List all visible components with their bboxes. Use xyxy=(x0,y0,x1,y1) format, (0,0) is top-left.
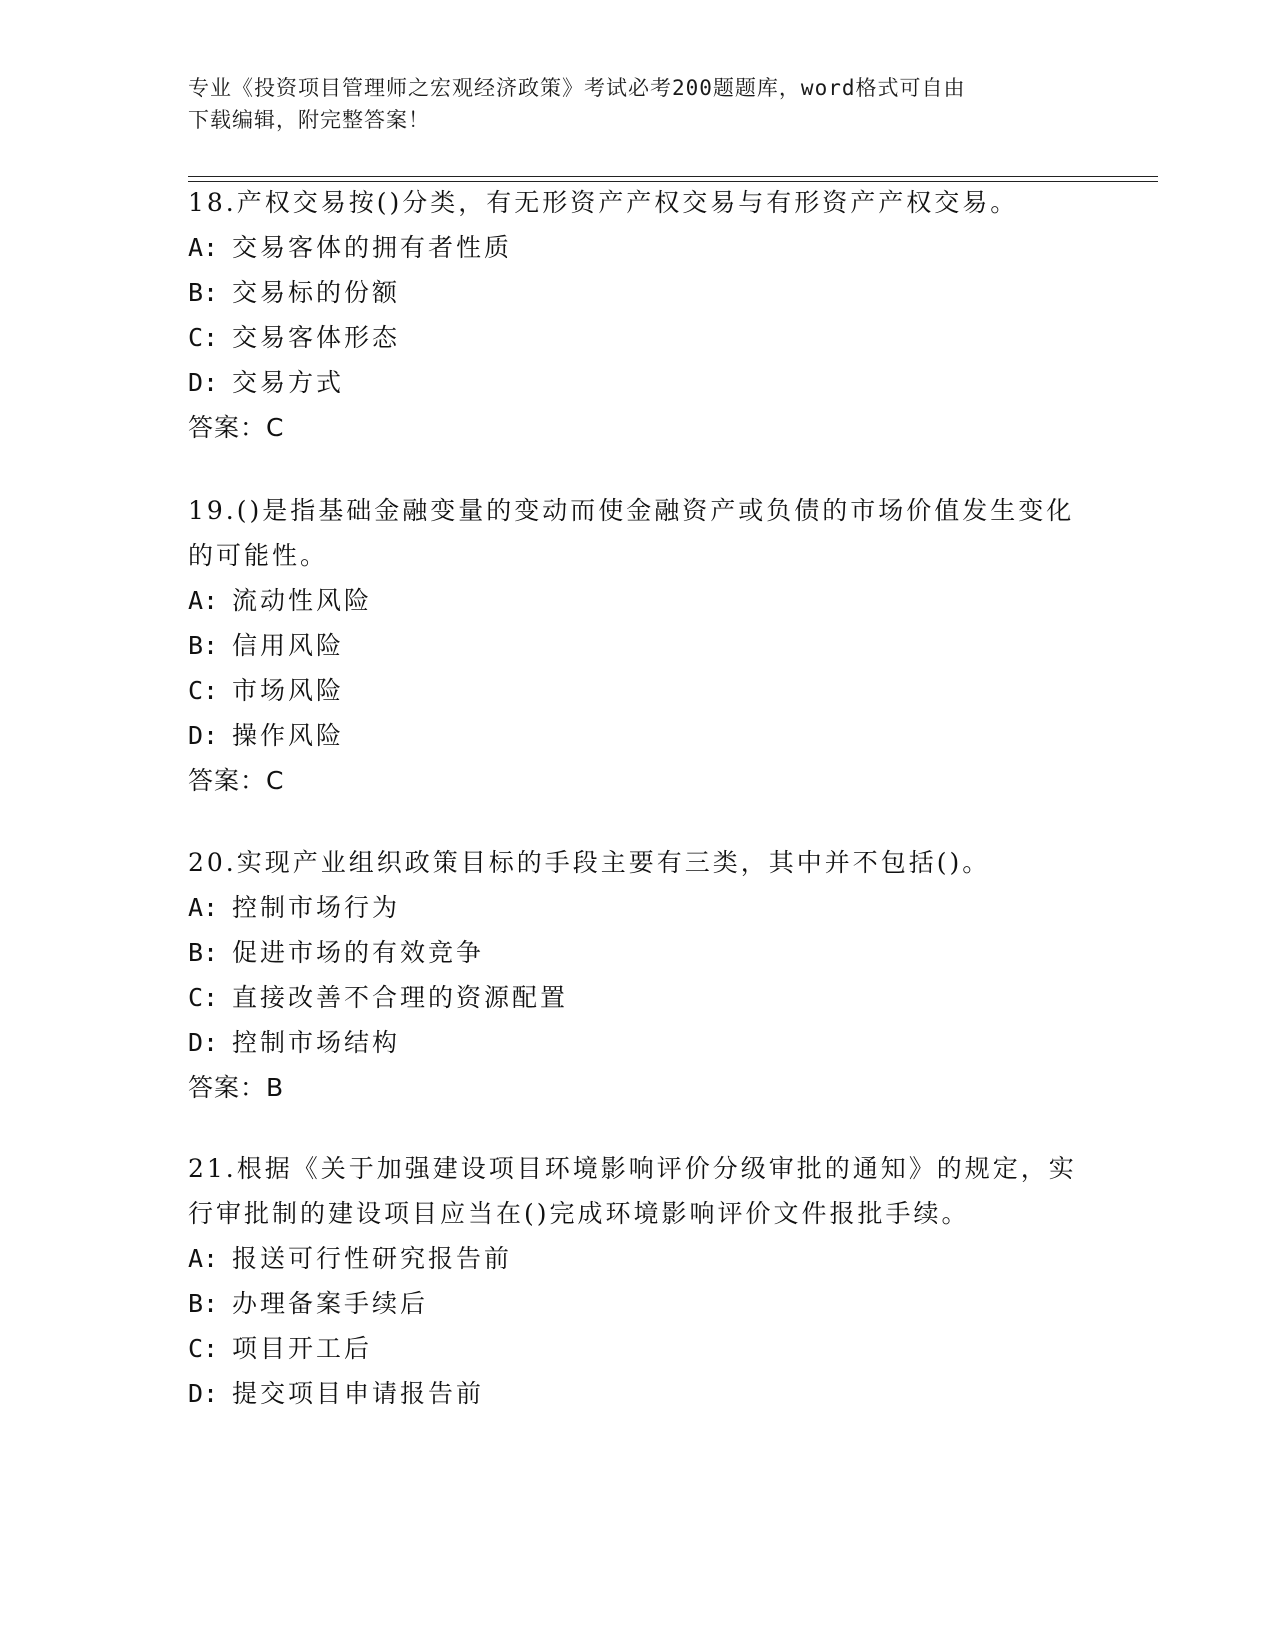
option-text: 信用风险 xyxy=(232,631,345,660)
option-a xyxy=(188,885,1088,930)
option-text: 控制市场行为 xyxy=(232,893,401,922)
option-text: 流动性风险 xyxy=(232,586,373,615)
option-text: 市场风险 xyxy=(232,676,345,705)
option-letter: B: xyxy=(188,278,219,307)
option-text: 交易客体的拥有者性质 xyxy=(232,233,513,262)
option-d xyxy=(188,360,1088,405)
option-text: 操作风险 xyxy=(232,721,345,750)
question-text: 21.根据《关于加强建设项目环境影响评价分级审批的通知》的规定，实行审批制的建设项目应当在()完成环境影响评价文件报批手续。 xyxy=(188,1154,1077,1228)
option-text: 项目开工后 xyxy=(232,1334,373,1363)
option-text: 提交项目申请报告前 xyxy=(232,1379,485,1408)
option-d xyxy=(188,713,1088,758)
option-text: 交易方式 xyxy=(232,368,345,397)
option-c xyxy=(188,1326,1088,1371)
option-text: 交易客体形态 xyxy=(232,323,401,352)
option-a xyxy=(188,225,1088,270)
option-letter: D: xyxy=(188,1028,219,1057)
option-letter: A: xyxy=(188,233,219,262)
option-d xyxy=(188,1020,1088,1065)
option-text: 直接改善不合理的资源配置 xyxy=(232,983,569,1012)
option-letter: A: xyxy=(188,1244,219,1273)
option-text: 报送可行性研究报告前 xyxy=(232,1244,513,1273)
option-text: 促进市场的有效竞争 xyxy=(232,938,485,967)
option-letter: C: xyxy=(188,676,219,705)
option-a xyxy=(188,1236,1088,1281)
header-rule-top xyxy=(188,176,1158,177)
option-letter: D: xyxy=(188,721,219,750)
answer: 答案：C xyxy=(188,413,285,442)
option-letter: A: xyxy=(188,893,219,922)
answer: 答案：B xyxy=(188,1073,285,1102)
option-b xyxy=(188,930,1088,975)
option-text: 交易标的份额 xyxy=(232,278,401,307)
option-letter: A: xyxy=(188,586,219,615)
header-line-2: 下载编辑，附完整答案！ xyxy=(188,108,430,132)
document-header xyxy=(188,72,1068,136)
option-b xyxy=(188,623,1088,668)
option-letter: B: xyxy=(188,631,219,660)
option-letter: D: xyxy=(188,1379,219,1408)
question-19 xyxy=(188,488,1088,803)
option-b xyxy=(188,270,1088,315)
option-letter: C: xyxy=(188,1334,219,1363)
option-c xyxy=(188,975,1088,1020)
question-18 xyxy=(188,180,1088,450)
option-letter: C: xyxy=(188,323,219,352)
question-21 xyxy=(188,1146,1088,1416)
question-text: 19.()是指基础金融变量的变动而使金融资产或负债的市场价值发生变化的可能性。 xyxy=(188,496,1075,570)
option-c xyxy=(188,315,1088,360)
option-c xyxy=(188,668,1088,713)
option-b xyxy=(188,1281,1088,1326)
option-text: 办理备案手续后 xyxy=(232,1289,429,1318)
header-line-1: 专业《投资项目管理师之宏观经济政策》考试必考200题题库，word格式可自由 xyxy=(188,76,966,100)
option-letter: B: xyxy=(188,1289,219,1318)
option-a xyxy=(188,578,1088,623)
question-text: 20.实现产业组织政策目标的手段主要有三类，其中并不包括()。 xyxy=(188,848,991,877)
option-text: 控制市场结构 xyxy=(232,1028,401,1057)
question-text: 18.产权交易按()分类，有无形资产产权交易与有形资产产权交易。 xyxy=(188,188,1019,217)
question-20 xyxy=(188,840,1088,1110)
option-d xyxy=(188,1371,1088,1416)
option-letter: B: xyxy=(188,938,219,967)
option-letter: C: xyxy=(188,983,219,1012)
answer: 答案：C xyxy=(188,766,285,795)
option-letter: D: xyxy=(188,368,219,397)
